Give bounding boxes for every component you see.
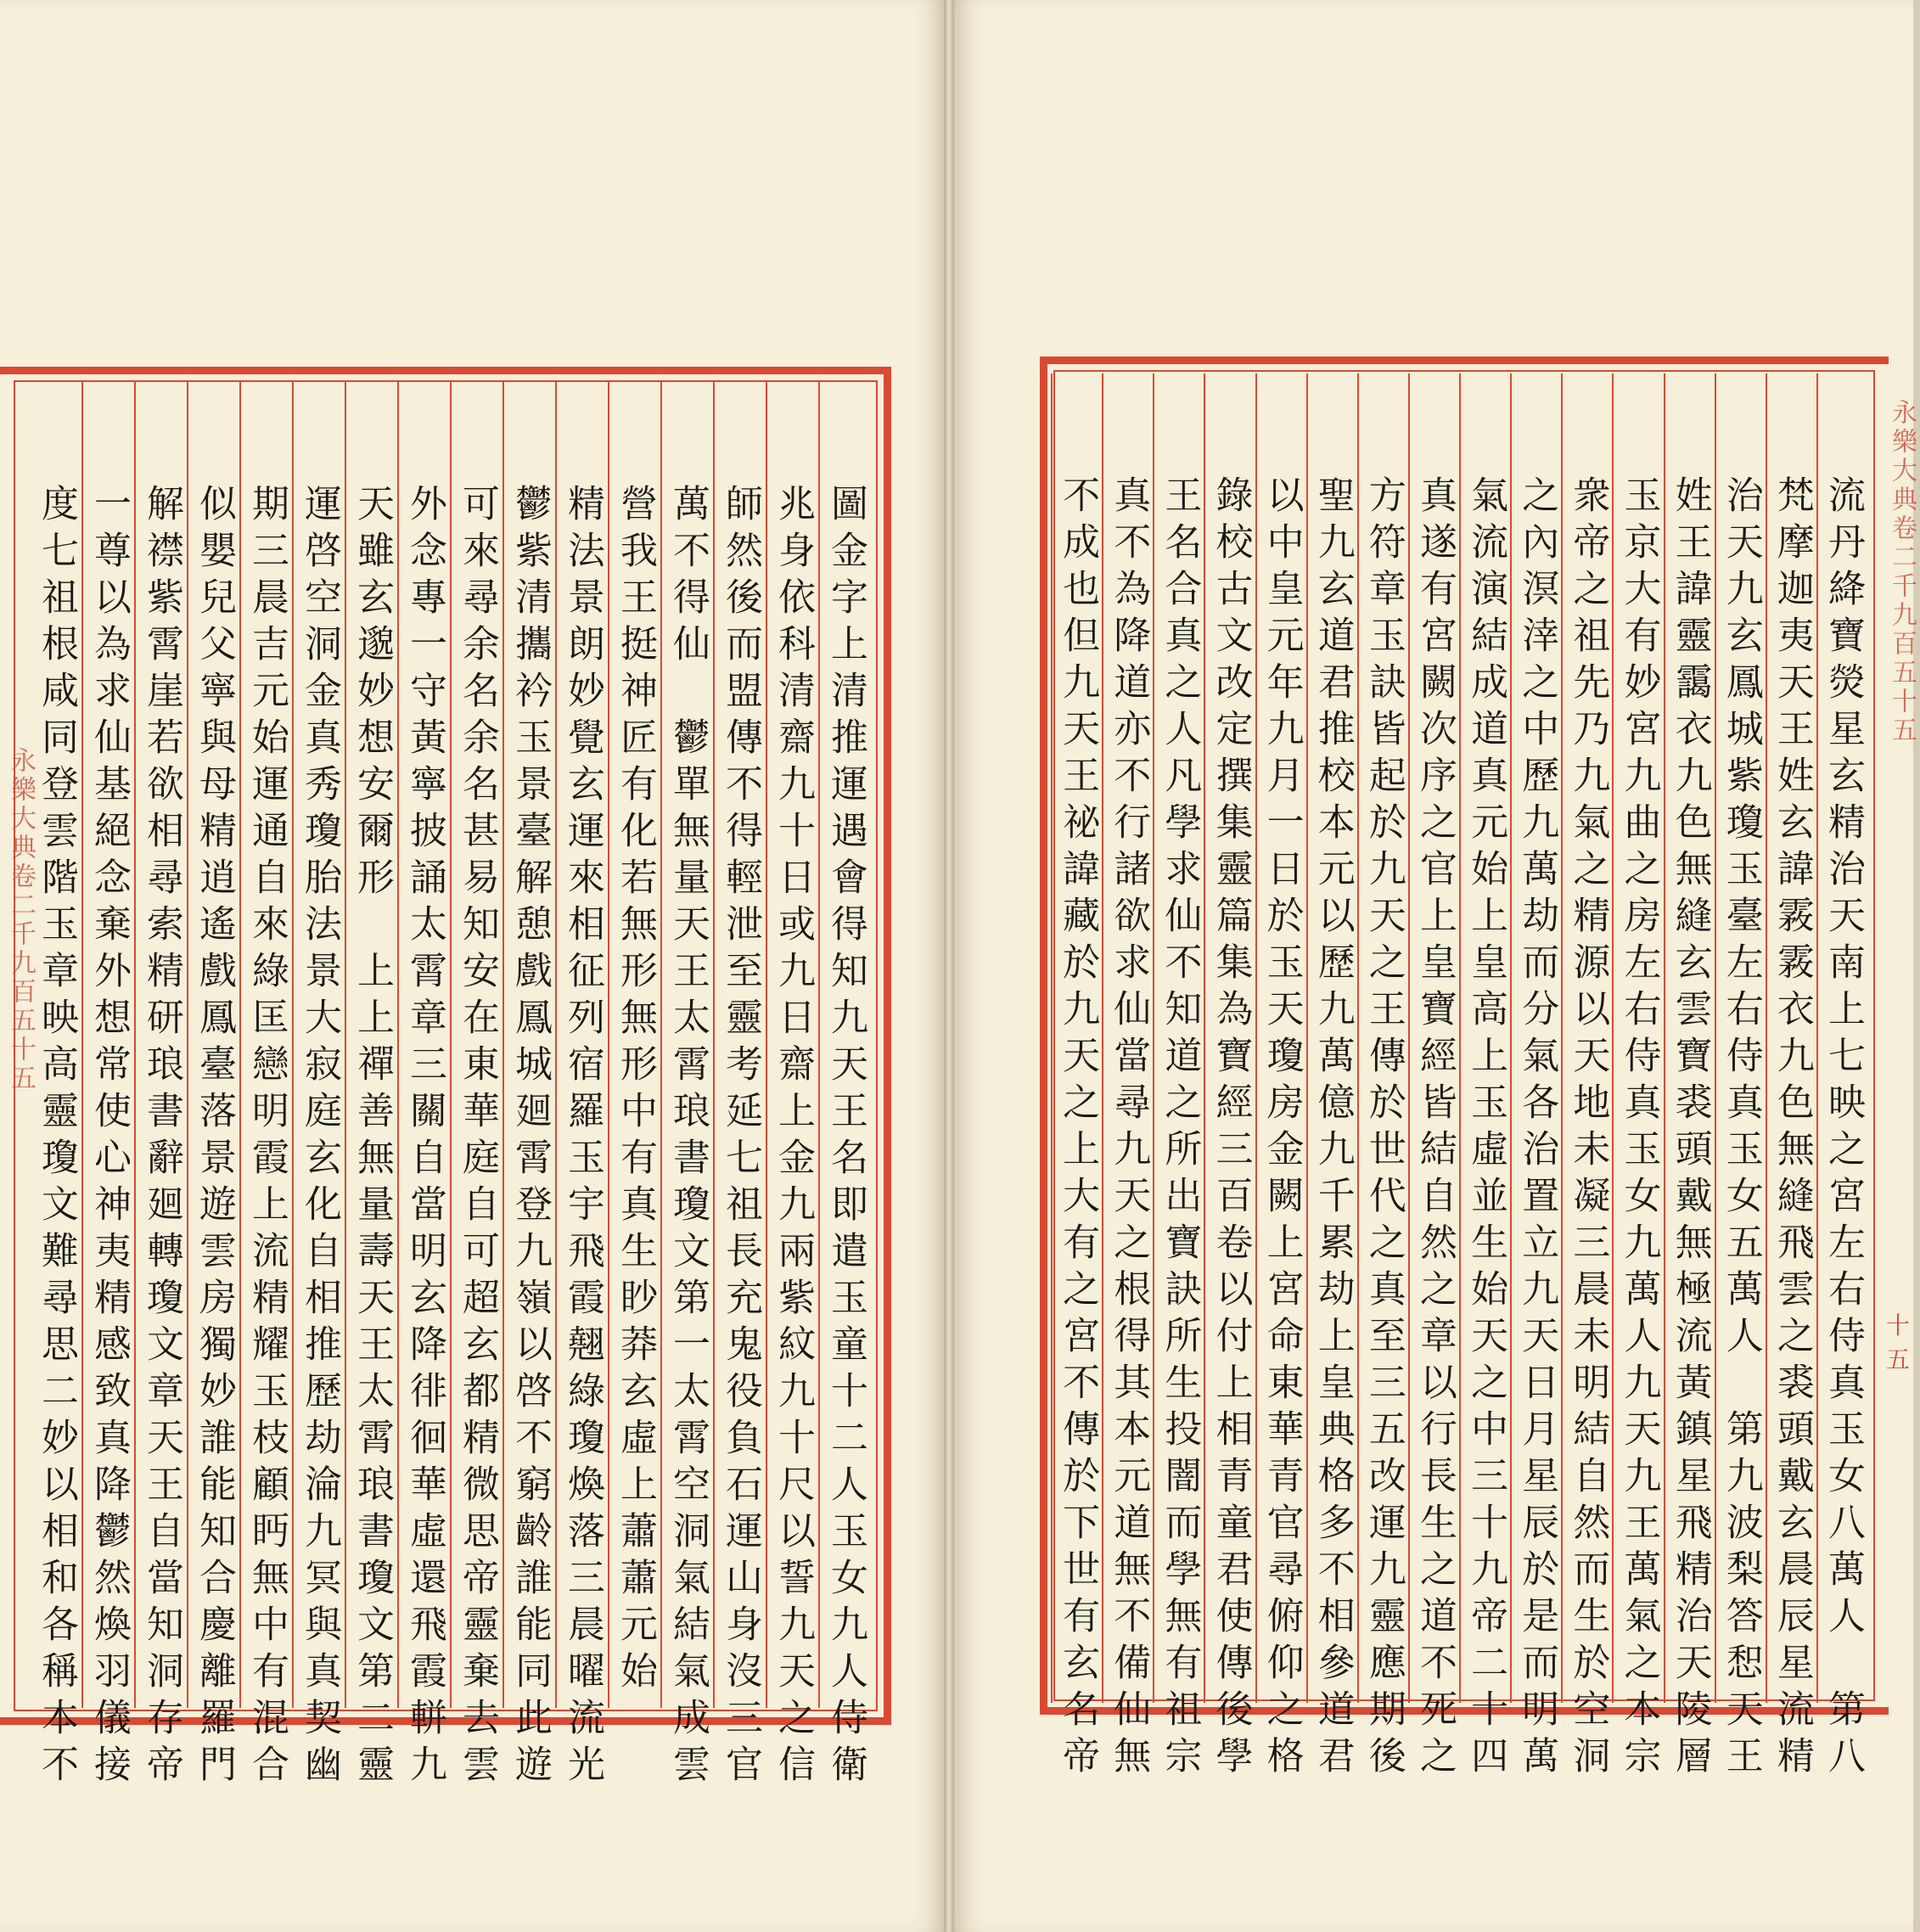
text-column (1102, 373, 1153, 1783)
text-column (345, 382, 397, 1791)
left-text-columns (31, 382, 871, 1791)
book-gutter (944, 0, 954, 1932)
text-column (1255, 373, 1306, 1783)
text-column (1715, 373, 1766, 1783)
text-column (1204, 373, 1255, 1783)
text-column (818, 382, 871, 1791)
column-text: 精法景朗妙覺玄運來相征列宿羅玉宇飛霞翹綠瓊煥落三晨曜流光 (561, 484, 604, 1791)
text-column (31, 382, 81, 1791)
right-text-columns (1051, 373, 1867, 1783)
column-text: 可來尋余名余名甚易知安在東華庭自可超玄都精微思帝靈棄去雲 (456, 484, 499, 1791)
column-text: 營我王挺神匠有化若無形無形中有真生眇莽玄虛上蕭蕭元始 (614, 484, 657, 1698)
text-column (1357, 373, 1408, 1783)
text-column (1408, 373, 1459, 1783)
text-column (1459, 373, 1510, 1783)
column-text: 方符章玉訣皆起於九天之王傳於世代之真至三五改運九靈應期後 (1361, 475, 1406, 1783)
column-text: 流丹絳寶熒星玄精治天南上七映之宮左右侍真玉女八萬人 第八 (1821, 475, 1865, 1783)
column-text: 度七祖根咸同登雲階玉章映高靈瓊文難尋思二妙以相和各稱本不 (35, 484, 78, 1791)
text-column (397, 382, 450, 1791)
column-text: 兆身依科清齋九十日或九日齋上金九兩紫紋九十尺以誓九天之信 (772, 484, 815, 1791)
column-text: 姓王諱靈靄衣九色無縫玄雲寶裘頭戴無極流黃鎮星飛精治天陵層 (1668, 475, 1712, 1783)
column-text: 梵摩迦夷天王姓玄諱霚霚衣九色無縫飛雲之裘頭戴玄晨辰星流精 (1770, 475, 1814, 1783)
text-column (187, 382, 239, 1791)
right-margin-mark: 永樂大典卷二千九百五十五 (1887, 399, 1917, 745)
column-text: 真不為降道亦不行諸欲求仙當尋九天之根得其本元道無不備仙無 (1107, 475, 1151, 1783)
text-column (450, 382, 502, 1791)
text-column (713, 382, 766, 1791)
text-column (1510, 373, 1561, 1783)
column-text: 玉京大有妙宮九曲之房左右侍真玉女九萬人九天九王萬氣之本宗 (1617, 475, 1661, 1783)
text-column (1816, 373, 1867, 1783)
text-column (292, 382, 345, 1791)
column-text: 解襟紫霄崖若欲相尋索精研琅書辭廻轉瓊文章天王自當知洞存帝 (140, 484, 183, 1791)
text-column (608, 382, 660, 1708)
column-text: 鬱紫清攜衿玉景臺解憩戲鳳城廻霄登九嶺以啓不窮齡誰能同此遊 (508, 484, 552, 1791)
column-text: 王名合真之人凡學求仙不知道之所出寶訣所生投闇而學無有祖宗 (1158, 475, 1202, 1783)
column-text: 氣流演結成道真元始上皇高上玉虛並生始天之中三十九帝二十四 (1464, 475, 1508, 1783)
column-text: 不成也但九天王祕諱藏於九天之上大有之宮不傳於下世有玄名帝 (1056, 475, 1100, 1783)
column-text: 一尊以為求仙基絕念棄外想常使心神夷精感致真降鬱然煥羽儀接 (87, 484, 131, 1791)
text-column (502, 382, 555, 1791)
text-column (555, 382, 608, 1791)
text-column (660, 382, 713, 1791)
column-text: 治天九玄鳳城紫瓊玉臺左右侍真玉女五萬人 第九波梨答惒天王 (1719, 475, 1763, 1783)
text-column (766, 382, 818, 1791)
text-column (1561, 373, 1612, 1783)
text-column (81, 382, 134, 1791)
column-text: 真遂有宮闕次序之官上皇寶經皆結自然之章以行長生之道不死之 (1412, 475, 1457, 1783)
text-column (1612, 373, 1663, 1783)
text-column (134, 382, 187, 1791)
column-text: 運啓空洞金真秀瓊胎法景大寂庭玄化自相推歷劫淪九冥與真契幽 (298, 484, 341, 1791)
column-text: 以中皇元年九月一日於玉天瓊房金闕上宮命東華青官尋俯仰之格 (1260, 475, 1304, 1783)
column-text: 師然後而盟傳不得輕泄至靈考延七祖長充鬼役負石運山身沒三官 (719, 484, 762, 1791)
text-column (1306, 373, 1357, 1783)
column-text: 外念專一守黃寧披誦太霄章三關自當明玄降徘徊華虛還飛霞軿九 (403, 484, 446, 1791)
column-text: 之內溟涬之中歷九萬劫而分氣各治置立九天日月星辰於是而明萬 (1515, 475, 1559, 1783)
column-text: 天雖玄邈妙想安爾形 上上禪善無量壽天王太霄琅書瓊文第二靈 (351, 484, 394, 1791)
text-column (1051, 373, 1102, 1783)
page-number: 十五 (1886, 1311, 1911, 1373)
text-column (1766, 373, 1816, 1783)
column-text: 萬不得仙 鬱單無量天王太霄琅書瓊文第一太霄空洞氣結氣成雲 (666, 484, 710, 1791)
column-text: 錄校古文改定撰集靈篇集為寶經三百卷以付上相青童君使傳後學 (1209, 475, 1253, 1783)
text-column (1664, 373, 1715, 1783)
column-text: 衆帝之祖先乃九氣之精源以天地未凝三晨未明結自然而生於空洞 (1566, 475, 1610, 1783)
text-column (239, 382, 292, 1791)
column-text: 期三晨吉元始運通自來綠匡戀明霞上流精耀玉枝顧眄無中有混合 (245, 484, 289, 1791)
column-text: 聖九玄道君推校本元以歷九萬億九千累劫上皇典格多不相參道君 (1311, 475, 1355, 1783)
column-text: 似嬰兒父寧與母精逍遙戲鳳臺落景遊雲房獨妙誰能知合慶離羅門 (193, 484, 236, 1791)
column-text: 圖金字上清推運遇會得知九天王名即遣玉童十二人玉女九人侍衛 (824, 484, 867, 1791)
text-column (1153, 373, 1204, 1783)
left-margin-mark: 永樂大典卷二千九百五十五 (6, 747, 36, 1093)
